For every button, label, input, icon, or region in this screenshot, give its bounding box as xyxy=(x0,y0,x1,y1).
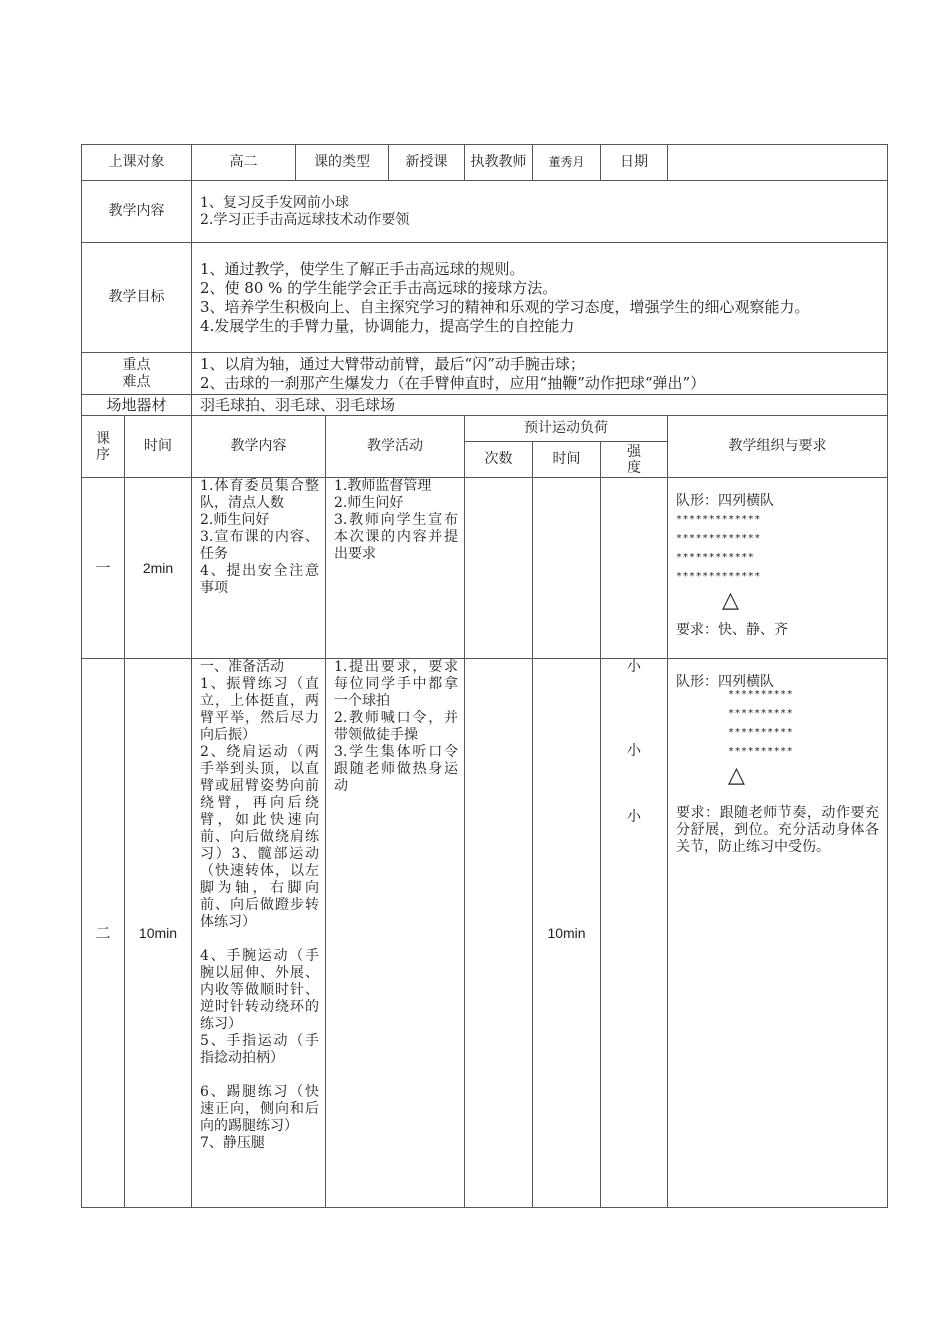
header-row xyxy=(82,145,888,181)
row-order: 二 xyxy=(82,659,125,1208)
teacher-label: 执教教师 xyxy=(465,145,533,181)
row-organization xyxy=(668,659,888,1208)
row-time: 10min xyxy=(125,659,192,1208)
formation-stars: ********** xyxy=(728,727,794,738)
count-header: 次数 xyxy=(465,442,533,478)
keypoint-label: 重点 xyxy=(122,356,151,373)
row-content xyxy=(192,478,326,659)
goal-line: 2、使 80 % 的学生能学会正手击高远球的接球方法。 xyxy=(200,278,558,297)
equipment-value: 羽毛球拍、羽毛球、羽毛球场 xyxy=(192,395,888,416)
formation-stars: ************* xyxy=(676,533,761,544)
row-load-time: 10min xyxy=(533,659,601,1208)
row-count xyxy=(465,659,533,1208)
intensity-header-text: 强度 xyxy=(627,443,642,476)
table-row xyxy=(82,659,888,1208)
content-label: 教学内容 xyxy=(82,181,192,243)
formation-stars: ************* xyxy=(676,571,761,582)
equipment-row xyxy=(82,395,888,416)
load-time-header: 时间 xyxy=(533,442,601,478)
intensity-value: 小 xyxy=(627,809,642,825)
formation-block xyxy=(676,685,879,761)
target-label: 上课对象 xyxy=(82,145,192,181)
difficulty-label: 难点 xyxy=(122,373,151,390)
content-line: 2.学习正手击高远球技术动作要领 xyxy=(200,211,410,228)
type-value: 新授课 xyxy=(389,145,465,181)
teacher-triangle-icon: △ xyxy=(728,763,745,788)
formation-stars: ************* xyxy=(676,514,761,525)
row-content-text: 1.体育委员集合整队，清点人数 2.师生问好 3.宣布课的内容、任务 4、提出安全注意事项 xyxy=(200,478,319,596)
intensity-value: 小 xyxy=(627,659,642,675)
goals-text xyxy=(192,243,888,353)
formation-text: 队形：四列横队 xyxy=(676,674,775,690)
row-organization xyxy=(668,478,888,659)
target-value: 高二 xyxy=(192,145,296,181)
formation-text: 队形：四列横队 xyxy=(676,493,775,509)
content-text xyxy=(192,181,888,243)
goal-line: 1、通过教学，使学生了解正手击高远球的规则。 xyxy=(200,259,525,278)
organization-header: 教学组织与要求 xyxy=(668,416,888,478)
row-content xyxy=(192,659,326,1208)
keypoint-line: 2、击球的一刹那产生爆发力（在手臂伸直时，应用“抽鞭”动作把球“弹出”） xyxy=(200,373,706,392)
order-header xyxy=(82,416,125,478)
column-header-row xyxy=(82,416,888,442)
row-activity xyxy=(326,659,465,1208)
row-count xyxy=(465,478,533,659)
formation-stars: ************ xyxy=(676,552,755,563)
type-label: 课的类型 xyxy=(296,145,389,181)
row-order: 一 xyxy=(82,478,125,659)
row-content-text: 一、准备活动 1、振臂练习（直立，上体挺直，两臂平举，然后尽力向后振） 2、绕肩运动（两手举到头顶，以直臂或屈臂姿势向前绕臂，再向后绕臂，如此快速向前、向后做绕肩练习）3、髋部运动（快速转体，以左脚为轴，右脚向前、向后做蹬步转体练习） 4、手腕运动（手腕以屈伸、外展、内收等做顺时针、逆时针转动绕环的练习） 5、手指运动（手指捻动拍柄） 6、踢腿练习（快速正向，侧向和后向的踢腿练习） 7、静压腿 xyxy=(200,659,319,1151)
row-intensity xyxy=(601,659,668,1208)
lesson-plan xyxy=(81,144,887,1208)
goal-line: 4.发展学生的手臂力量，协调能力，提高学生的自控能力 xyxy=(200,316,575,335)
keypoints-label xyxy=(82,353,192,395)
goals-row xyxy=(82,243,888,353)
activity-header: 教学活动 xyxy=(326,416,465,478)
goal-line: 3、培养学生积极向上、自主探究学习的精神和乐观的学习态度，增强学生的细心观察能力。 xyxy=(200,297,810,316)
date-value xyxy=(668,145,888,181)
formation-stars: ********** xyxy=(728,689,794,700)
requirement-text: 要求：跟随老师节奏，动作要充分舒展，到位。充分活动身体各关节，防止练习中受伤。 xyxy=(676,805,880,855)
formation-stars: ********** xyxy=(728,746,794,757)
keypoint-line: 1、以肩为轴，通过大臂带动前臂，最后“闪”动手腕击球； xyxy=(200,354,585,373)
formation-stars: ********** xyxy=(728,708,794,719)
date-label: 日期 xyxy=(601,145,668,181)
table-row xyxy=(82,478,888,659)
row-activity xyxy=(326,478,465,659)
row-time: 2min xyxy=(125,478,192,659)
teacher-value: 董秀月 xyxy=(533,145,601,181)
lesson-plan-table xyxy=(81,144,888,1208)
order-header-text: 课序 xyxy=(96,430,110,463)
time-header: 时间 xyxy=(125,416,192,478)
load-header: 预计运动负荷 xyxy=(465,416,668,442)
teacher-triangle-icon: △ xyxy=(722,588,739,613)
requirement-text: 要求：快、静、齐 xyxy=(676,622,789,638)
intensity-value: 小 xyxy=(627,743,642,759)
intensity-header xyxy=(601,442,668,478)
content-line: 1、复习反手发网前小球 xyxy=(200,194,349,211)
content-header: 教学内容 xyxy=(192,416,326,478)
goals-label: 教学目标 xyxy=(82,243,192,353)
row-activity-text: 1.教师监督管理 2.师生问好 3.教师向学生宣布本次课的内容并提出要求 xyxy=(334,478,458,562)
keypoints-text xyxy=(192,353,888,395)
row-activity-text: 1.提出要求，要求每位同学手中都拿一个球拍 2.教师喊口令，并带领做徒手操 3.学生集体听口令跟随老师做热身运动 xyxy=(334,659,458,794)
equipment-label: 场地器材 xyxy=(82,395,192,416)
content-row xyxy=(82,181,888,243)
row-load-time xyxy=(533,478,601,659)
keypoints-row xyxy=(82,353,888,395)
row-intensity xyxy=(601,478,668,659)
